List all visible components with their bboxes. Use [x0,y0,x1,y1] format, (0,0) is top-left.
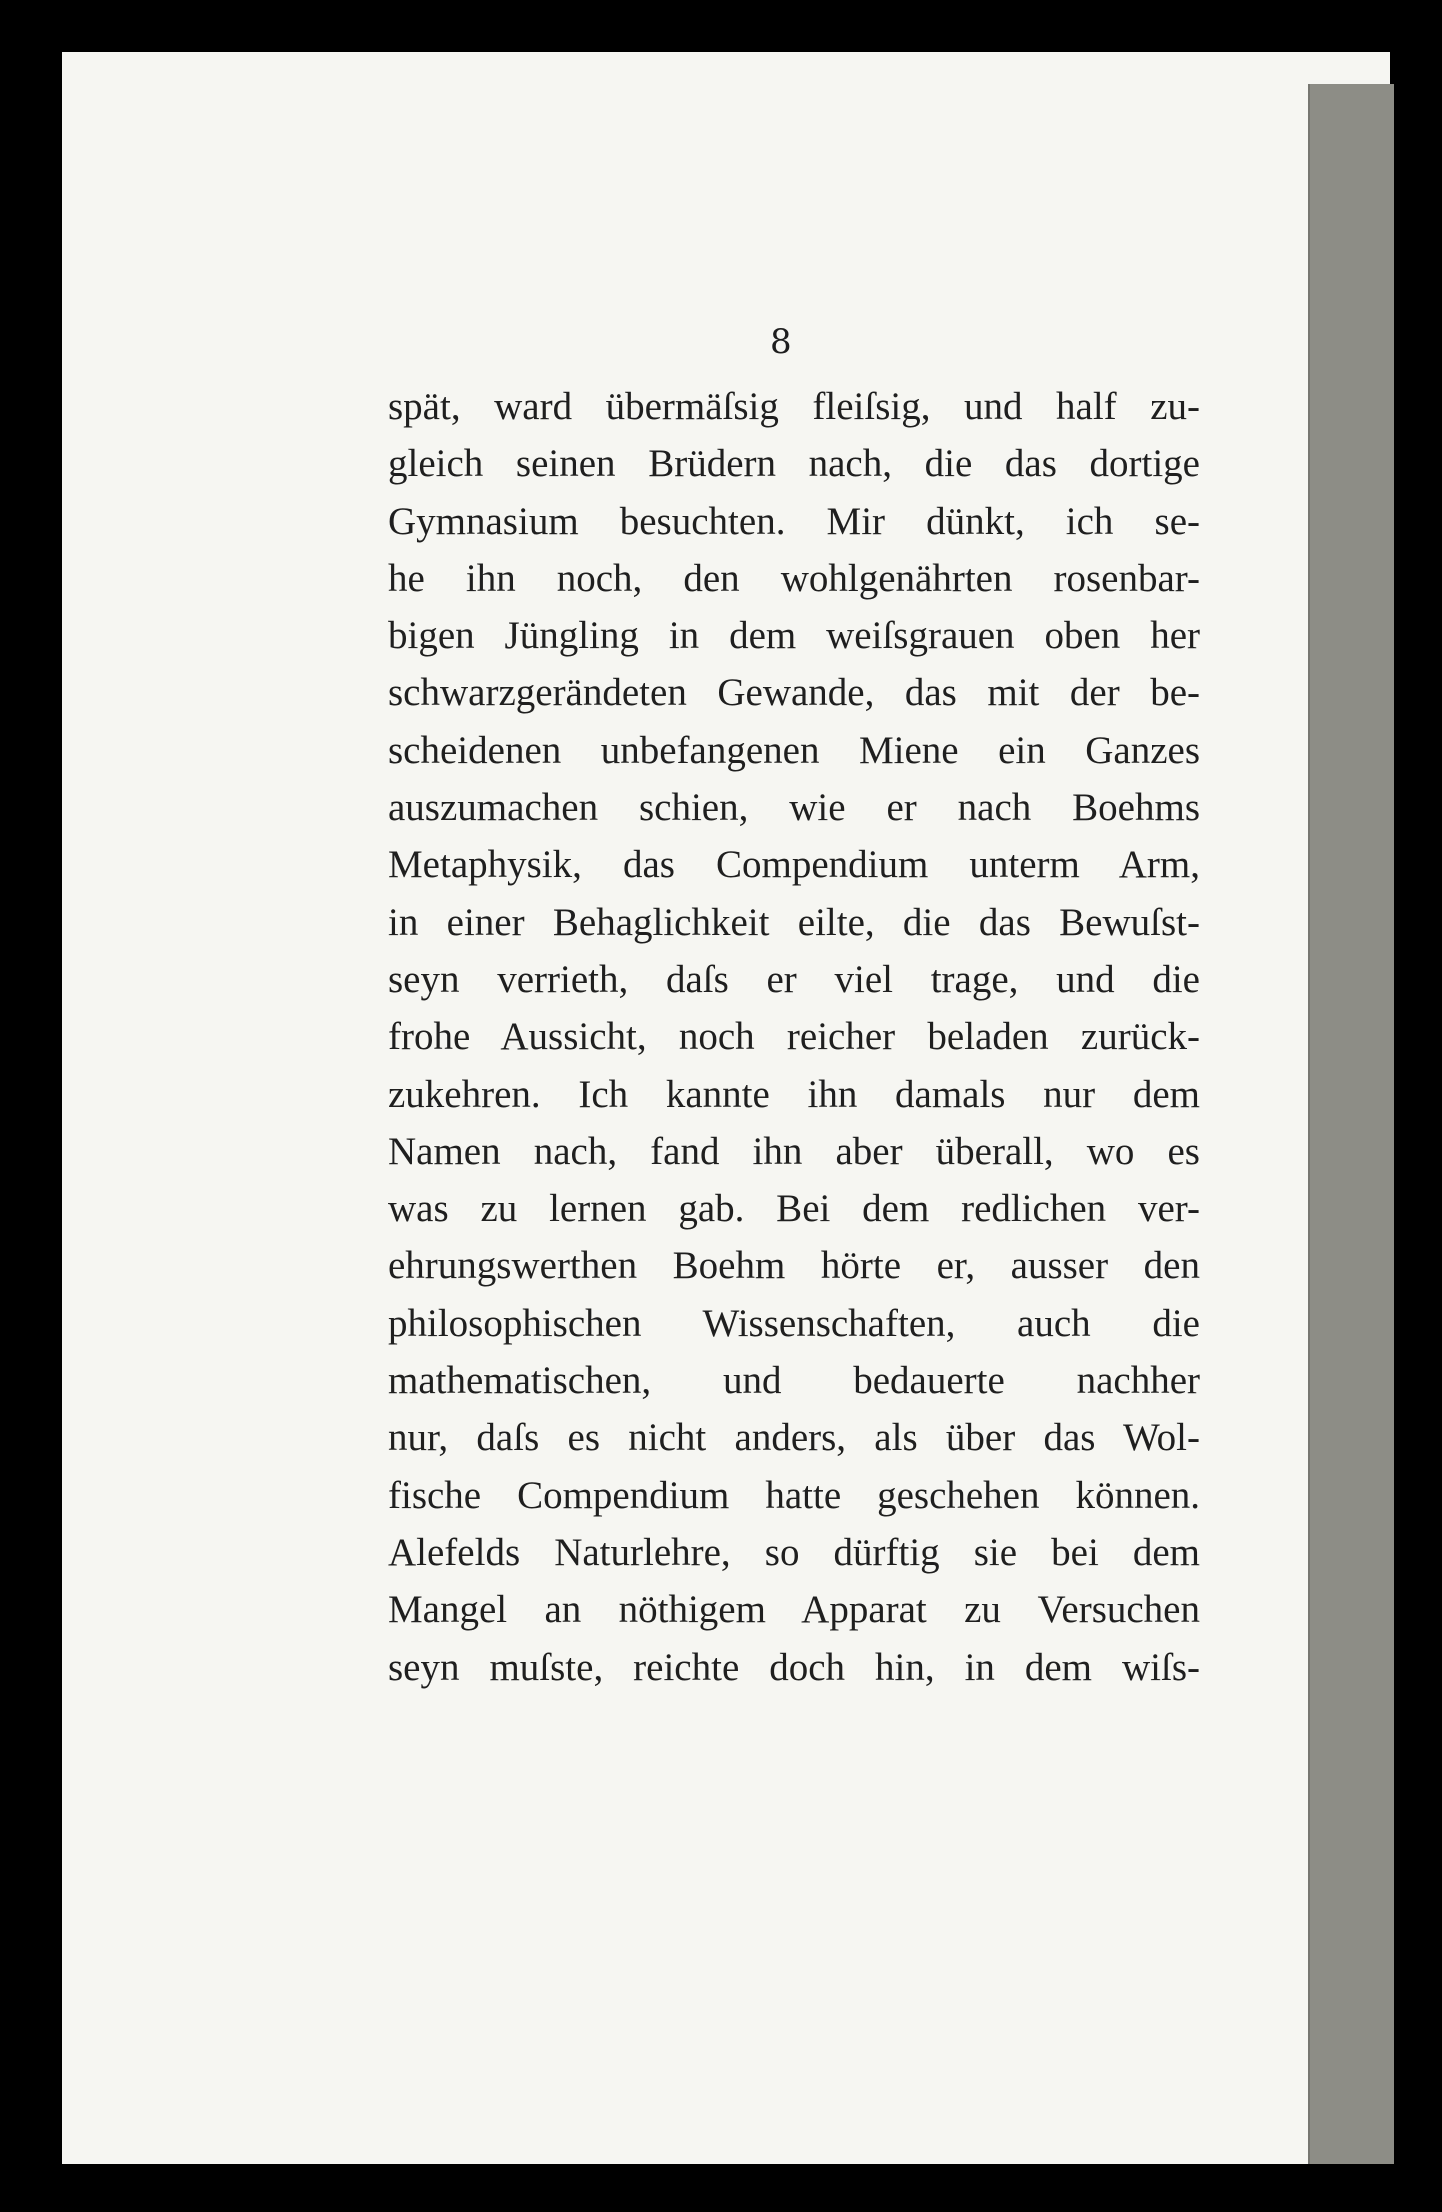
text-line: Gymnasium besuchten. Mir dünkt, ich se- [388,499,1200,543]
text-line: Metaphysik, das Compendium unterm Arm, [388,843,1200,887]
text-line: gleich seinen Brüdern nach, die das dortige [388,442,1200,486]
text-line: in einer Behaglichkeit eilte, die das Bewuſst- [388,900,1200,944]
text-line: zukehren. Ich kannte ihn damals nur dem [388,1072,1200,1116]
text-line: Namen nach, fand ihn aber überall, wo es [388,1129,1200,1173]
text-line: ehrungswerthen Boehm hörte er, ausser den [388,1244,1200,1288]
text-line: was zu lernen gab. Bei dem redlichen ver- [388,1187,1200,1231]
text-line: auszumachen schien, wie er nach Boehms [388,786,1200,830]
text-line: philosophischen Wissenschaften, auch die [388,1301,1200,1345]
text-line: bigen Jüngling in dem weiſsgrauen oben her [388,614,1200,658]
text-line: schwarzgerändeten Gewande, das mit der be- [388,671,1200,715]
text-line: frohe Aussicht, noch reicher beladen zurück- [388,1015,1200,1059]
text-line: seyn verrieth, daſs er viel trage, und die [388,957,1200,1001]
body-text [388,378,1200,1696]
text-line: seyn muſste, reichte doch hin, in dem wiſs- [388,1645,1200,1689]
text-line: he ihn noch, den wohlgenährten rosenbar- [388,556,1200,600]
text-line: mathematischen, und bedauerte nachher [388,1359,1200,1403]
text-line: Alefelds Naturlehre, so dürftig sie bei dem [388,1530,1200,1574]
text-line: scheidenen unbefangenen Miene ein Ganzes [388,728,1200,772]
page-edge-shadow [1308,84,1394,2164]
page-number: 8 [770,322,792,362]
text-line: fische Compendium hatte geschehen können. [388,1473,1200,1517]
text-line: spät, ward übermäſsig fleiſsig, und half zu- [388,385,1200,428]
text-line: Mangel an nöthigem Apparat zu Versuchen [388,1588,1200,1632]
text-line: nur, daſs es nicht anders, als über das Wol- [388,1416,1200,1460]
